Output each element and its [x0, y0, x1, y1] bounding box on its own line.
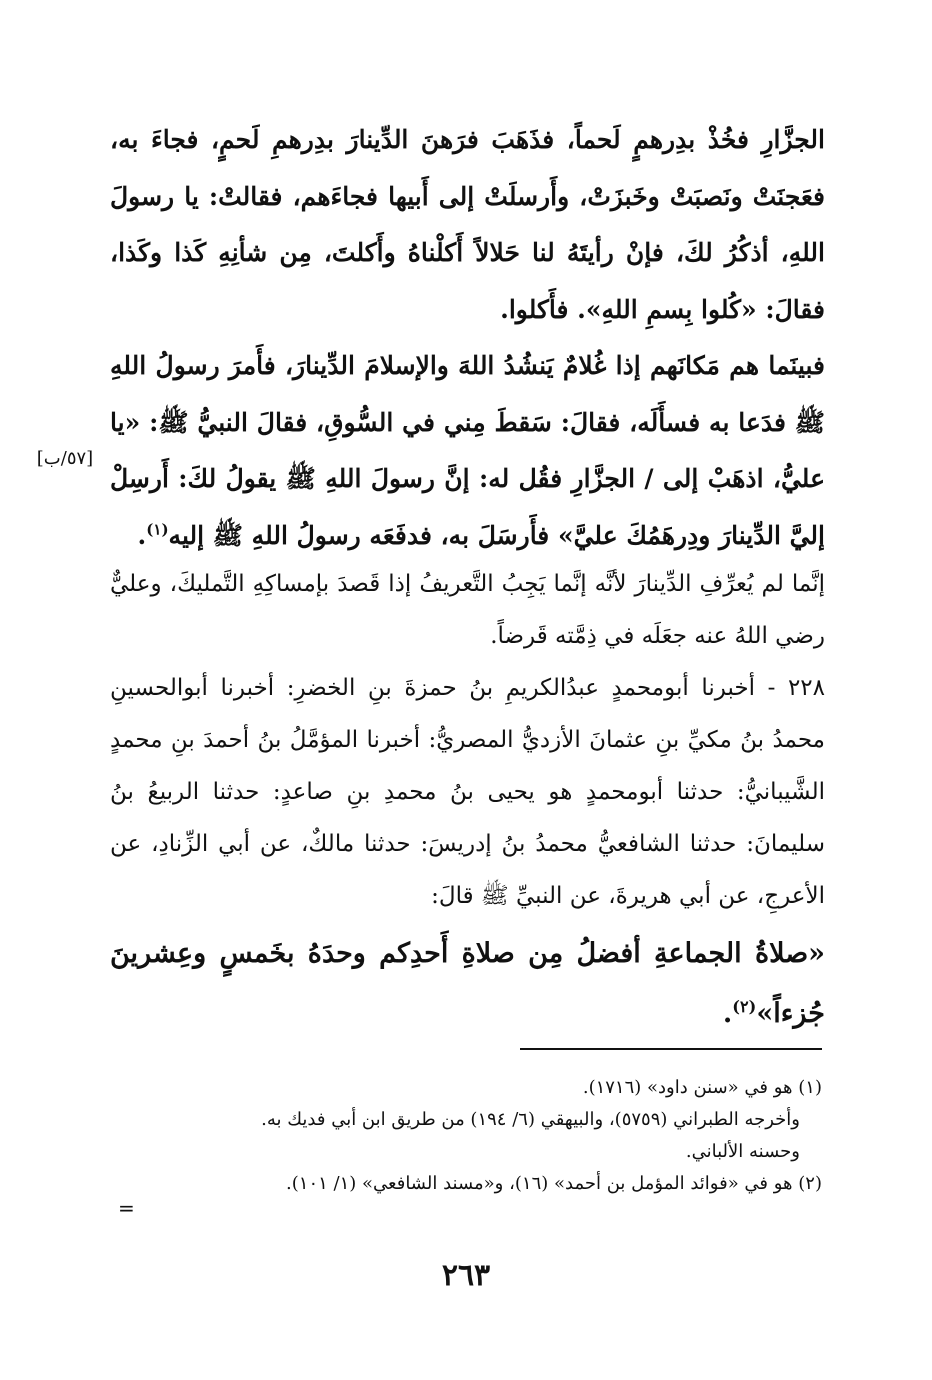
continuation-mark: = — [118, 1196, 135, 1220]
footnote-divider — [520, 1048, 822, 1050]
footnote-2: (٢) هو في «فوائد المؤمل بن أحمد» (١٦)، و«مسند الشافعي» (١/ ١٠١). — [286, 1173, 822, 1194]
footnote-ref-1: (١) — [146, 520, 169, 539]
footnote-1: (١) هو في «سنن داود» (١٧١٦). — [582, 1077, 822, 1098]
footnote-ref-2: (٢) — [732, 997, 757, 1016]
paragraph-text: «صلاةُ الجماعةِ أفضلُ مِن صلاةِ أَحدِكم وحدَهُ بخَمسٍ وعِشرينَ جُزءاً» — [110, 938, 825, 1029]
manuscript-folio-note: [٥٧/ب] — [36, 448, 94, 469]
paragraph-text: فبينَما هم مَكانَهم إذا غُلامٌ يَنشُدُ اللهَ والإسلامَ الدِّينارَ، فأَمرَ رسولُ اللهِ ﷺ فدَعا به فسأَلَه، فقالَ: سَقطَ مِني في السُّوقِ، فقالَ النبيُّ ﷺ: «يا عليُّ، اذهَبْ إلى / الجزَّارِ فقُل له: إنَّ رسولَ اللهِ ﷺ يقولُ لكَ: أَرسِلْ إليَّ الدِّينارَ ودِرهَمُكَ عليَّ» فأَرسَلَ به، فدفَعَه رسولُ اللهِ ﷺ إليه — [110, 351, 825, 550]
paragraph-story-1 — [110, 112, 825, 338]
paragraph-period: . — [722, 998, 733, 1029]
paragraph-text: إنَّما لم يُعرِّفِ الدِّينارَ لأنَّه إنَّما يَجِبُ التَّعريفُ إذا قَصدَ بإمساكِهِ التَّمليكَ، وعليٌّ رضي اللهُ عنه جعَلَه في ذِمَّته قَرضاً. — [110, 571, 825, 649]
footnote-1-continuation: وأخرجه الطبراني (٥٧٥٩)، والبيهقي (٦/ ١٩٤) من طريق ابن أبي فديك به. — [261, 1109, 800, 1130]
paragraph-hadith — [110, 924, 825, 1044]
paragraph-isnad — [110, 662, 825, 922]
footnote-1-continuation: وحسنه الألباني. — [685, 1141, 800, 1162]
paragraph-story-2 — [110, 338, 825, 564]
page-number: ٢٦٣ — [441, 1258, 491, 1293]
paragraph-text: الجزَّارِ فخُذْ بدِرهمٍ لَحماً، فذَهَبَ فرَهنَ الدِّينارَ بدِرهمِ لَحمٍ، فجاءَ به، فعَجنَتْ ونَصبَتْ وخَبزَتْ، وأَرسلَتْ إلى أَبيها فجاءَهم، فقالتْ: يا رسولَ اللهِ، أذكُرُ لكَ، فإنْ رأيتَهُ لنا حَلالاً أَكلْناهُ وأَكلتَ، مِن شأنِهِ كَذا وكَذا، فقالَ: «كُلوا بِسمِ اللهِ». فأَكلوا. — [110, 125, 825, 324]
paragraph-commentary — [110, 558, 825, 662]
footnotes — [110, 1072, 822, 1200]
paragraph-text: ٢٢٨ - أخبرنا أبومحمدٍ عبدُالكريمِ بنُ حمزةَ بنِ الخضرِ: أخبرنا أبوالحسينِ محمدُ بنُ مكيِّ بنِ عثمانَ الأزديُّ المصريُّ: أخبرنا المؤمَّلُ بنُ أحمدَ بنِ محمدٍ الشَّيبانيُّ: حدثنا أبومحمدٍ هو يحيى بنُ محمدِ بنِ صاعدٍ: حدثنا الربيعُ بنُ سليمانَ: حدثنا الشافعيُّ محمدُ بنُ إدريسَ: حدثنا مالكٌ، عن أبي الزِّنادِ، عن الأعرجِ، عن أبي هريرةَ، عن النبيِّ ﷺ قالَ: — [110, 675, 825, 909]
paragraph-period: . — [137, 520, 147, 550]
